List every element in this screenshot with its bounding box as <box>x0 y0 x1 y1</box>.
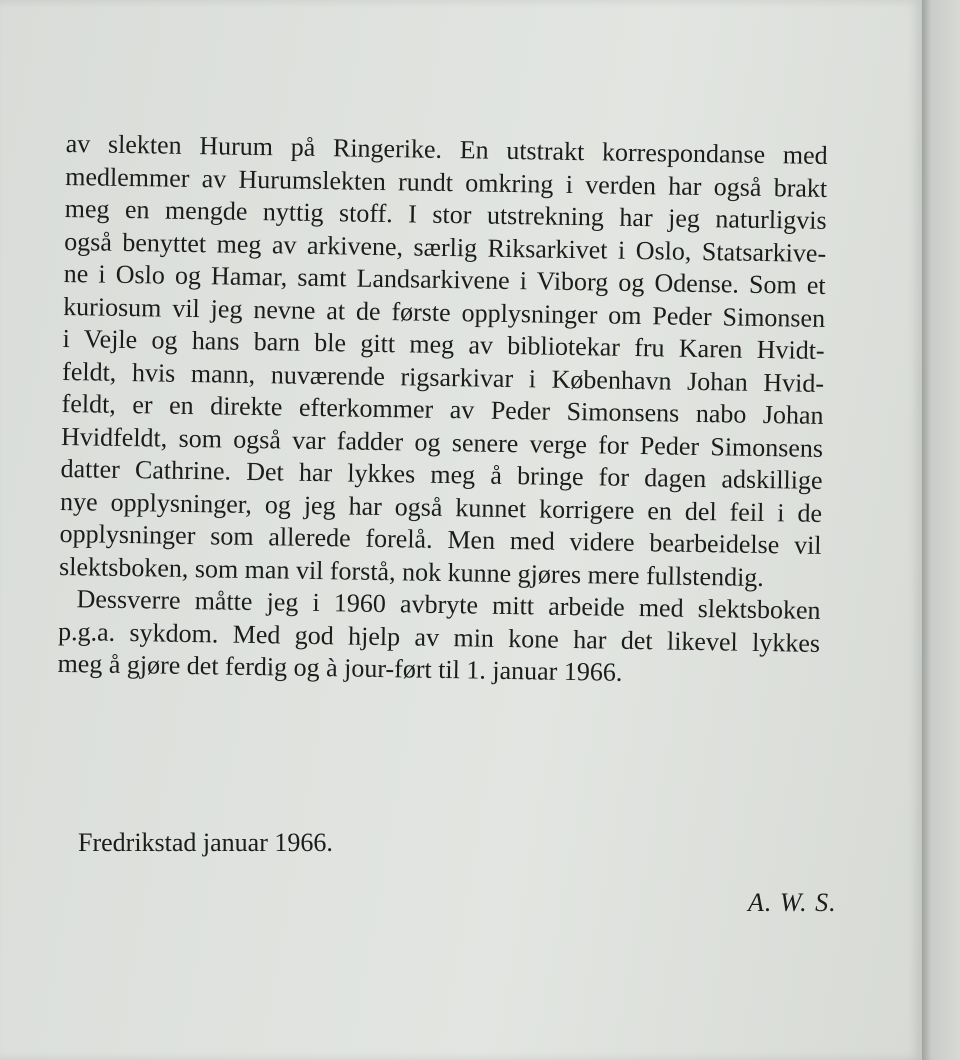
text-line: også benyttet meg av arkivene, særlig Riksarkivet i Oslo, Statsarkive- <box>63 226 827 268</box>
text-line: medlemmer av Hurumslekten rundt omkring i verden har også brakt <box>65 161 828 203</box>
text-line: ne i Oslo og Hamar, samt Landsarkivene i Viborg og Odense. Som et <box>63 258 826 300</box>
text-line: datter Cathrine. Det har lykkes meg å bringe for dagen adskillige <box>60 453 823 495</box>
text-line: nye opplysninger, og jeg har også kunnet korrigere en del feil i de <box>59 486 823 528</box>
place-date-line: Fredrikstad januar 1966. <box>78 828 333 857</box>
signature-initials: A. W. S. <box>748 888 837 917</box>
text-line: Dessverre måtte jeg i 1960 avbryte mitt arbeide med slektsboken <box>76 584 821 625</box>
text-line: p.g.a. sykdom. Med god hjelp av min kone har det likevel lykkes <box>57 616 821 658</box>
book-gutter <box>922 0 960 1060</box>
text-line: feldt, hvis mann, nuværende rigsarkivar i København Johan Hvid- <box>61 356 825 398</box>
text-line: Hvidfeldt, som også var fadder og senere verge for Peder Simonsens <box>60 421 824 463</box>
text-line: meg en mengde nyttig stoff. I stor utstrekning har jeg naturligvis <box>64 193 827 235</box>
paragraph-2 <box>57 583 848 693</box>
text-line: slektsboken, som man vil forstå, nok kunne gjøres mere fullstendig. <box>58 551 765 592</box>
body-text <box>57 128 856 693</box>
paragraph-1 <box>59 128 856 595</box>
text-line: av slekten Hurum på Ringerike. En utstrakt korrespondanse med <box>65 128 828 170</box>
text-line: i Vejle og hans barn ble gitt meg av bibliotekar fru Karen Hvidt- <box>62 323 825 365</box>
text-line: opplysninger som allerede forelå. Men med videre bearbeidelse vil <box>59 518 822 560</box>
text-line: kuriosum vil jeg nevne at de første opplysninger om Peder Simonsen <box>62 291 826 333</box>
text-line: feldt, er en direkte efterkommer av Peder Simonsens nabo Johan <box>61 388 824 430</box>
text-line: meg å gjøre det ferdig og à jour-ført til 1. januar 1966. <box>57 648 623 687</box>
